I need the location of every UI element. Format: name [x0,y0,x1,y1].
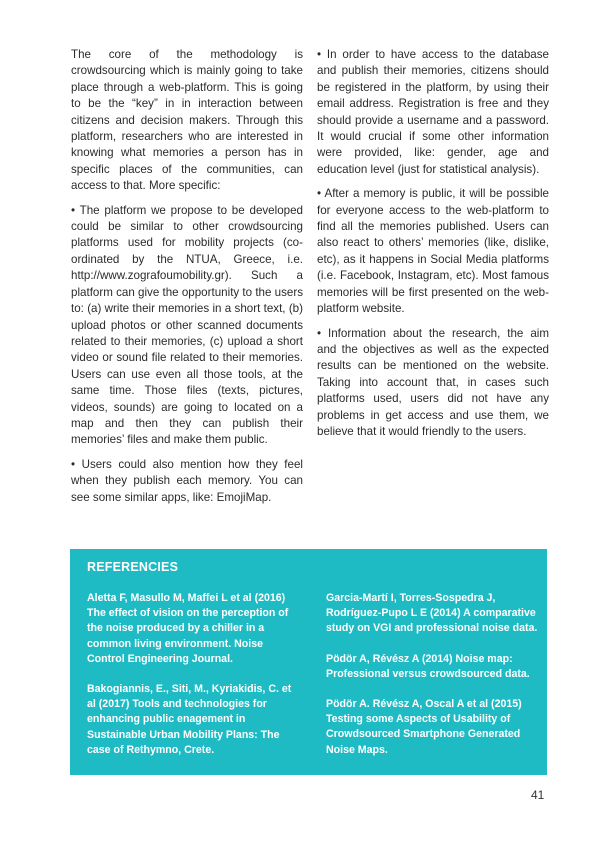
paragraph-emotions: • Users could also mention how they feel when they publish each memory. You can see some similar apps, like: EmojiMap. [71,457,303,504]
reference-item: Bakogiannis, E., Siti, M., Kyriakidis, C. et al (2017) Tools and technologies for enhancing public enagement in Sustainable Urban Mobility Plans: The case of Rethymno, Crete. [87,683,292,756]
paragraph-registration: • In order to have access to the database and publish their memories, citizens should be registered in the platform, by using their email address. Registration is free and they should provide a username and a password. It would crucial if some other information were provided, like: gender, age and education level (just for statistical analysis). [317,48,549,176]
reference-item: Pödör A. Révész A, Oscal A et al (2015) Testing some Aspects of Usability of Crowdsourced Smartphone Generated Noise Maps. [326,698,522,756]
references-left-column [87,591,302,773]
paragraph-information: • Information about the research, the aim and the objectives as well as the expected results can be mentioned on the website. Taking into account that, in cases such platforms used, users did not have any problems in get access and use them, we believe that it would friendly to the users. [317,326,549,438]
page-number: 41 [531,788,545,802]
references-title: REFERENCIES [87,560,179,574]
paragraph-intro: The core of the methodology is crowdsourcing which is mainly going to take place through a web-platform. This is going to be the “key” in in interaction between citizens and decision makers. Through this platform, researchers who are interested in knowing what memories a person has in specific places of the communities, can access to that. More specific: [71,48,303,193]
paragraph-public-memories: • After a memory is public, it will be possible for everyone access to the web-platform to find all the memories published. Users can also react to others’ memories (like, dislike, etc), as it happens in Social Media platforms (i.e. Facebook, Instagram, etc). Most famous memories will be first presented on the web-platform website. [317,187,549,316]
left-text-column [71,47,303,514]
reference-item: Aletta F, Masullo M, Maffei L et al (2016) The effect of vision on the perception of the noise produced by a chiller in a common living environment. Noise Control Engineering Journal. [87,592,289,665]
right-text-column [317,47,549,448]
references-right-column [326,591,541,773]
references-box [70,549,547,775]
paragraph-platform: • The platform we propose to be developed could be similar to other crowdsourcing platforms used for mobility projects (co-ordinated by the NTUA, Greece, i.e. http://www.zografoumobility.gr). Such a platform can give the opportunity to the users to: (a) write their memories in a short text, (b) upload photos or other scanned documents related to their memories, (c) upload a short video or sound file related to their memories. Users can use even all those tools, at the same time. Those files (texts, pictures, videos, sounds) are going to located on a map and then they can publish their memories’ files and make them public. [71,203,304,447]
reference-item: Garcia-Martí I, Torres-Sospedra J, Rodríguez-Pupo L E (2014) A comparative study on VGI and professional noise data. [326,592,538,635]
reference-item: Pödör A, Révész A (2014) Noise map: Professional versus crowdsourced data. [326,652,530,680]
